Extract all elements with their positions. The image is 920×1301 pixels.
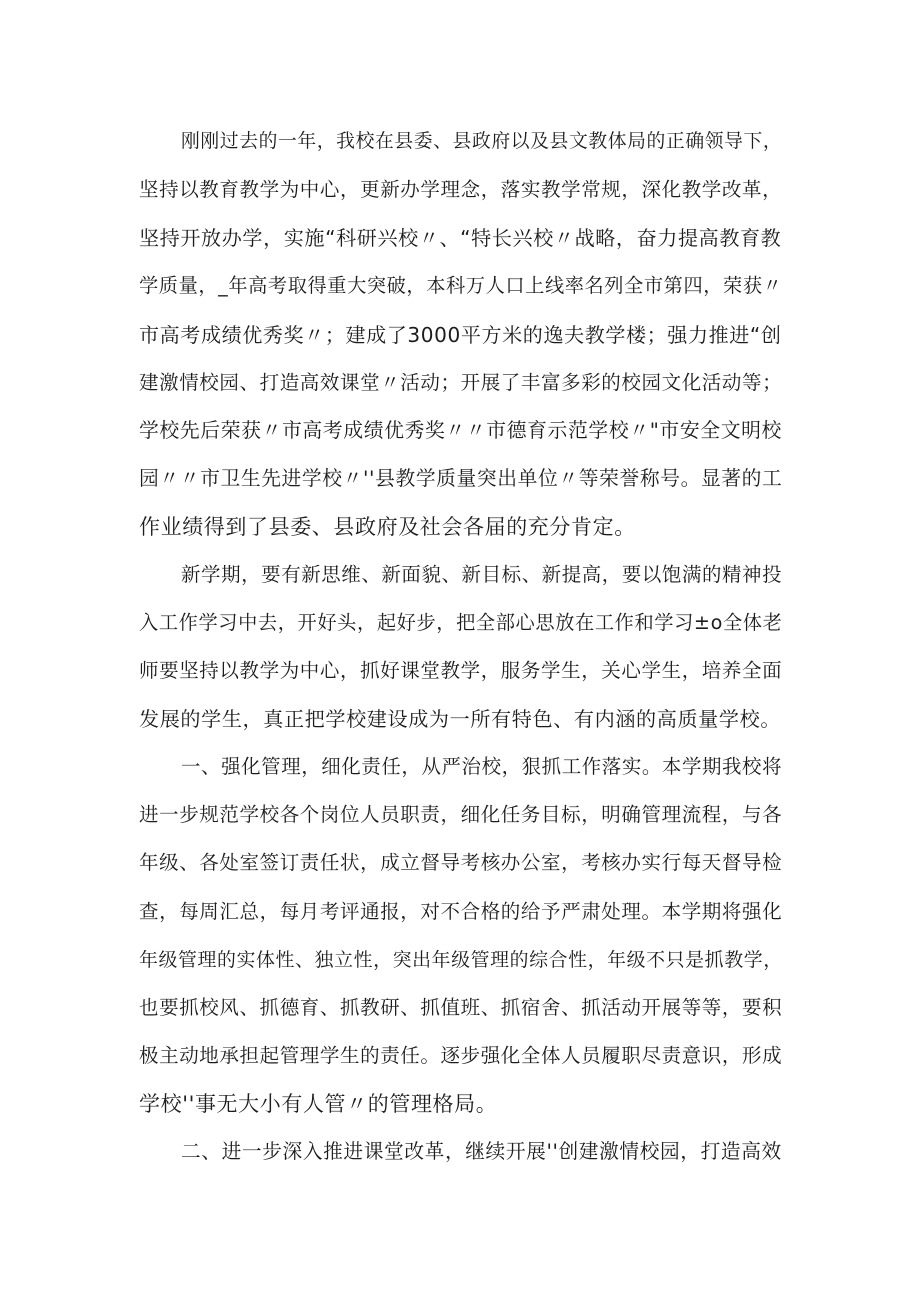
paragraph-2-line-4: 发展的学生，真正把学校建设成为一所有特色、有内涵的高质量学校。: [139, 707, 781, 731]
paragraph-3-line-1: 一、强化管理，细化责任，从严治校，狠抓工作落实。本学期我校将: [181, 755, 783, 778]
paragraph-3-line-3: 年级、各处室签订责任状，成立督导考核办公室，考核办实行每天督导检: [139, 851, 783, 874]
paragraph-3-line-2: 进一步规范学校各个岗位人员职责，细化任务目标，明确管理流程，与各: [139, 803, 783, 826]
paragraph-1-line-5: 市高考成绩优秀奖〃；建成了3000平方米的逸夫教学楼；强力推进“创: [139, 323, 782, 347]
paragraph-3-line-4: 查，每周汇总，每月考评通报，对不合格的给予严肃处理。本学期将强化: [139, 900, 783, 923]
paragraph-3-line-5: 年级管理的实体性、独立性，突出年级管理的综合性，年级不只是抓教学，: [139, 949, 783, 971]
paragraph-2-line-3: 师要坚持以教学为中心，抓好课堂教学，服务学生，关心学生，培养全面: [139, 659, 783, 682]
paragraph-1-line-1: 刚刚过去的一年，我校在县委、县政府以及县文教体局的正确领导下，: [181, 131, 783, 152]
paragraph-1-line-2: 坚持以教育教学为中心，更新办学理念，落实教学常规，深化教学改革，: [139, 178, 783, 201]
paragraph-4-line-1: 二、进一步深入推进课堂改革，继续开展''创建激情校园，打造高效: [181, 1140, 782, 1163]
paragraph-3-line-8: 学校''事无大小有人管〃的管理格局。: [139, 1092, 498, 1116]
paragraph-3-line-6: 也要抓校风、抓德育、抓教研、抓值班、抓宿舍、抓活动开展等等，要积: [139, 996, 783, 1019]
paragraph-1-line-7: 学校先后荣获〃市高考成绩优秀奖〃〃市德育示范学校〃"市安全文明校: [139, 419, 782, 442]
paragraph-1-line-8: 园〃〃市卫生先进学校〃''县教学质量突出单位〃等荣誉称号。显著的工: [139, 467, 783, 490]
paragraph-1-line-4: 学质量，_年高考取得重大突破，本科万人口上线率名列全市第四，荣获〃: [139, 274, 783, 297]
paragraph-2-line-1: 新学期，要有新思维、新面貌、新目标、新提高，要以饱满的精神投: [181, 563, 783, 586]
paragraph-2-line-2: 入工作学习中去，开好头，起好步，把全部心思放在工作和学习±o全体老: [139, 611, 783, 634]
paragraph-3-line-7: 极主动地承担起管理学生的责任。逐步强化全体人员履职尽责意识，形成: [139, 1044, 783, 1067]
paragraph-1-line-6: 建激情校园、打造高效课堂〃活动；开展了丰富多彩的校园文化活动等；: [139, 371, 783, 394]
paragraph-1-line-9: 作业绩得到了县委、县政府及社会各届的充分肯定。: [139, 515, 636, 539]
paragraph-1-line-3: 坚持开放办学，实施“科研兴校〃、“特长兴校〃战略，奋力提高教育教: [139, 226, 782, 250]
